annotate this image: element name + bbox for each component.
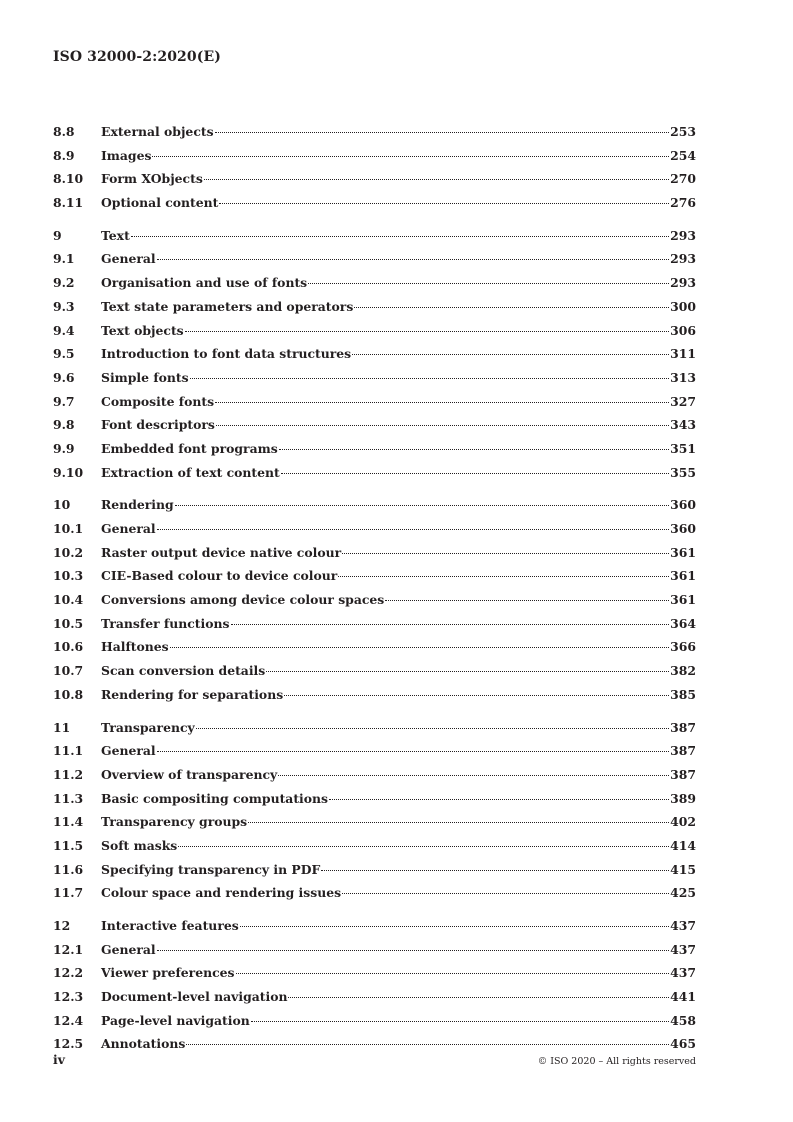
toc-entry-number: 11.4	[53, 814, 84, 830]
dot-leader	[157, 950, 670, 951]
toc-entry-number: 10.1	[53, 521, 84, 536]
toc-entry[interactable]	[53, 390, 696, 414]
toc-entry-title[interactable]: Annotations	[101, 1036, 186, 1052]
toc-entry-number: 9.6	[53, 369, 75, 385]
toc-entry-title[interactable]: Organisation and use of fonts	[101, 275, 308, 291]
toc-entry[interactable]	[53, 224, 696, 248]
toc-entry-number: 9.9	[53, 440, 75, 456]
dot-leader	[186, 1044, 669, 1045]
toc-entry-number: 10.3	[53, 568, 84, 584]
dot-leader	[279, 449, 669, 450]
toc-entry[interactable]	[53, 834, 696, 858]
dot-leader	[170, 647, 669, 648]
toc-entry-title[interactable]: Introduction to font data structures	[101, 346, 352, 362]
toc-entry-page: 441	[670, 989, 696, 1005]
dot-leader	[248, 822, 669, 823]
toc-entry[interactable]	[53, 683, 696, 707]
toc-entry-number: 12.5	[53, 1036, 84, 1052]
toc-entry-page: 382	[670, 663, 696, 679]
toc-entry-title[interactable]: Images	[101, 147, 152, 163]
toc-entry-number: 11.6	[53, 861, 84, 877]
toc-entry-number: 8.10	[53, 171, 84, 187]
dot-leader	[157, 259, 670, 260]
toc-entry[interactable]	[53, 413, 696, 437]
toc-entry-number: 9.7	[53, 393, 75, 409]
toc-entry-number: 11.5	[53, 837, 84, 853]
dot-leader	[251, 1021, 669, 1022]
toc-entry-number: 10.8	[53, 686, 84, 702]
dot-leader	[204, 179, 669, 180]
toc-entry-number: 8.9	[53, 147, 75, 163]
dot-leader	[266, 671, 669, 672]
toc-entry-title[interactable]: General	[101, 521, 156, 536]
toc-entry-title[interactable]: Composite fonts	[101, 393, 215, 409]
dot-leader	[236, 973, 670, 974]
dot-leader	[338, 576, 669, 577]
toc-entry-page: 361	[670, 568, 696, 584]
toc-entry-title[interactable]: Embedded font programs	[101, 440, 278, 456]
toc-entry-title[interactable]: Rendering	[101, 497, 174, 513]
dot-leader	[157, 529, 670, 530]
toc-entry-number: 12.2	[53, 965, 84, 981]
toc-entry[interactable]	[53, 541, 696, 565]
dot-leader	[178, 846, 669, 847]
toc-entry-number: 9.5	[53, 346, 75, 362]
dot-leader	[329, 799, 669, 800]
toc-entry-page: 437	[670, 941, 696, 957]
toc-entry-number: 10.5	[53, 615, 84, 631]
toc-entry-page: 361	[670, 592, 696, 608]
toc-entry-page: 389	[670, 790, 696, 806]
toc-entry-title[interactable]: Viewer preferences	[101, 965, 235, 981]
dot-leader	[354, 307, 669, 308]
toc-entry-page: 387	[670, 766, 696, 782]
toc-section-group	[53, 914, 696, 1056]
dot-leader	[385, 600, 669, 601]
toc-entry-number: 9.10	[53, 464, 84, 480]
toc-entry[interactable]	[53, 763, 696, 787]
dot-leader	[190, 378, 669, 379]
toc-entry-number: 11	[53, 719, 71, 735]
toc-entry-page: 387	[670, 743, 696, 759]
toc-entry-page: 293	[670, 227, 696, 243]
toc-entry-page: 458	[670, 1012, 696, 1028]
toc-entry[interactable]	[53, 858, 696, 882]
toc-entry-title[interactable]: Interactive features	[101, 918, 239, 933]
toc-entry-page: 311	[670, 346, 696, 362]
toc-entry-page: 437	[670, 918, 696, 933]
dot-leader	[278, 775, 669, 776]
dot-leader	[152, 156, 669, 157]
toc-entry-number: 11.3	[53, 790, 84, 806]
dot-leader	[219, 203, 669, 204]
toc-entry-page: 293	[670, 275, 696, 291]
toc-entry-title[interactable]: Font descriptors	[101, 417, 215, 433]
dot-leader	[215, 402, 669, 403]
toc-entry-title[interactable]: Basic compositing computations	[101, 790, 329, 806]
toc-entry-title[interactable]: Optional content	[101, 195, 219, 211]
toc-entry-title[interactable]: Extraction of text content	[101, 464, 280, 480]
toc-entry-page: 276	[670, 195, 696, 211]
dot-leader	[284, 695, 669, 696]
toc-entry-title[interactable]: General	[101, 251, 156, 267]
dot-leader	[240, 926, 669, 927]
toc-entry[interactable]	[53, 612, 696, 636]
toc-section-group	[53, 120, 696, 215]
toc-entry-page: 351	[670, 440, 696, 456]
toc-entry[interactable]	[53, 342, 696, 366]
toc-section-group	[53, 716, 696, 906]
toc-entry-title[interactable]: Transfer functions	[101, 615, 230, 631]
toc-entry-number: 12.1	[53, 941, 84, 957]
dot-leader	[216, 425, 669, 426]
toc-entry-number: 12.4	[53, 1012, 84, 1028]
dot-leader	[308, 283, 669, 284]
toc-entry-number: 8.8	[53, 124, 75, 139]
toc-entry-title[interactable]: Text state parameters and operators	[101, 298, 354, 314]
toc-entry[interactable]	[53, 167, 696, 191]
toc-entry-title[interactable]: Raster output device native colour	[101, 544, 342, 560]
dot-leader	[196, 728, 669, 729]
dot-leader	[131, 236, 669, 237]
toc-entry-title[interactable]: Simple fonts	[101, 369, 189, 385]
toc-entry-title[interactable]: Document-level navigation	[101, 989, 288, 1005]
toc-entry-number: 9.4	[53, 322, 75, 338]
dot-leader	[215, 132, 670, 133]
dot-leader	[175, 505, 669, 506]
toc-entry[interactable]	[53, 739, 696, 763]
toc-entry[interactable]	[53, 120, 696, 144]
toc-entry[interactable]	[53, 191, 696, 215]
toc-entry-number: 10.6	[53, 639, 84, 655]
toc-entry-number: 9.2	[53, 275, 75, 291]
dot-leader	[288, 997, 669, 998]
toc-entry-page: 306	[670, 322, 696, 338]
toc-entry[interactable]	[53, 716, 696, 740]
toc-entry-page: 364	[670, 615, 696, 631]
toc-entry[interactable]	[53, 961, 696, 985]
toc-entry-page: 366	[670, 639, 696, 655]
dot-leader	[342, 553, 669, 554]
toc-entry-title[interactable]: General	[101, 941, 156, 957]
document-header: ISO 32000-2:2020(E)	[53, 49, 221, 65]
toc-entry-title[interactable]: Form XObjects	[101, 171, 203, 187]
toc-entry[interactable]	[53, 271, 696, 295]
toc-entry-page: 402	[670, 814, 696, 830]
toc-entry-title[interactable]: External objects	[101, 124, 214, 139]
toc-section-group	[53, 493, 696, 706]
toc-entry[interactable]	[53, 144, 696, 168]
toc-entry-page: 300	[670, 298, 696, 314]
toc-entry[interactable]	[53, 247, 696, 271]
toc-entry[interactable]	[53, 564, 696, 588]
footer-copyright: © ISO 2020 – All rights reserved	[537, 1056, 696, 1067]
dot-leader	[352, 354, 669, 355]
toc-entry[interactable]	[53, 461, 696, 485]
toc-entry[interactable]	[53, 295, 696, 319]
toc-entry[interactable]	[53, 914, 696, 938]
toc-entry-page: 465	[670, 1036, 696, 1052]
toc-entry[interactable]	[53, 319, 696, 343]
toc-entry-page: 270	[670, 171, 696, 187]
toc-entry-title[interactable]: Specifying transparency in PDF	[101, 861, 321, 877]
toc-entry-title[interactable]: Transparency	[101, 719, 195, 735]
toc-section-group	[53, 224, 696, 485]
dot-leader	[281, 473, 669, 474]
toc-entry-page: 437	[670, 965, 696, 981]
toc-entry-page: 327	[670, 393, 696, 409]
toc-entry-title[interactable]: Soft masks	[101, 837, 178, 853]
toc-entry-number: 10.4	[53, 592, 84, 608]
toc-entry-title[interactable]: Rendering for separations	[101, 686, 284, 702]
toc-entry-page: 385	[670, 686, 696, 702]
toc-entry-title[interactable]: Scan conversion details	[101, 663, 266, 679]
table-of-contents	[53, 120, 696, 1065]
toc-entry-number: 12	[53, 918, 71, 933]
toc-entry-page: 313	[670, 369, 696, 385]
toc-entry-page: 387	[670, 719, 696, 735]
toc-entry-number: 8.11	[53, 195, 84, 211]
toc-entry-page: 425	[670, 885, 696, 901]
toc-entry-number: 12.3	[53, 989, 84, 1005]
toc-entry-number: 9.1	[53, 251, 75, 267]
toc-entry-title[interactable]: Text	[101, 227, 130, 243]
toc-entry-title[interactable]: Conversions among device colour spaces	[101, 592, 385, 608]
toc-entry[interactable]	[53, 635, 696, 659]
toc-entry-page: 355	[670, 464, 696, 480]
toc-entry-title[interactable]: General	[101, 743, 156, 759]
toc-entry-title[interactable]: Overview of transparency	[101, 766, 278, 782]
dot-leader	[321, 870, 669, 871]
toc-entry-title[interactable]: Page-level navigation	[101, 1012, 250, 1028]
toc-entry-title[interactable]: CIE-Based colour to device colour	[101, 568, 338, 584]
toc-entry-title[interactable]: Transparency groups	[101, 814, 248, 830]
toc-entry-number: 10	[53, 497, 71, 513]
toc-entry[interactable]	[53, 659, 696, 683]
toc-entry-number: 9.8	[53, 417, 75, 433]
toc-entry-title[interactable]: Text objects	[101, 322, 184, 338]
toc-entry[interactable]	[53, 810, 696, 834]
toc-entry[interactable]	[53, 517, 696, 541]
toc-entry[interactable]	[53, 1009, 696, 1033]
toc-entry[interactable]	[53, 881, 696, 905]
toc-entry[interactable]	[53, 787, 696, 811]
toc-entry[interactable]	[53, 938, 696, 962]
toc-entry-number: 9	[53, 227, 62, 243]
toc-entry[interactable]	[53, 366, 696, 390]
dot-leader	[342, 893, 669, 894]
dot-leader	[231, 624, 670, 625]
toc-entry-number: 10.7	[53, 663, 84, 679]
toc-entry[interactable]	[53, 588, 696, 612]
footer-page-number: iv	[53, 1052, 65, 1067]
toc-entry-page: 414	[670, 837, 696, 853]
toc-entry-number: 9.3	[53, 298, 75, 314]
toc-entry-title[interactable]: Halftones	[101, 639, 169, 655]
toc-entry-number: 10.2	[53, 544, 84, 560]
toc-entry-title[interactable]: Colour space and rendering issues	[101, 885, 342, 901]
toc-entry-number: 11.7	[53, 885, 84, 901]
dot-leader	[157, 751, 670, 752]
toc-entry-page: 360	[670, 497, 696, 513]
toc-entry-page: 253	[670, 124, 696, 139]
toc-entry[interactable]	[53, 985, 696, 1009]
toc-entry-page: 254	[670, 147, 696, 163]
page-footer	[53, 1052, 696, 1067]
toc-entry-number: 11.1	[53, 743, 84, 759]
dot-leader	[185, 331, 669, 332]
toc-entry-page: 293	[670, 251, 696, 267]
toc-entry-page: 343	[670, 417, 696, 433]
toc-entry-number: 11.2	[53, 766, 84, 782]
toc-entry-page: 360	[670, 521, 696, 536]
toc-entry-page: 361	[670, 544, 696, 560]
toc-entry-page: 415	[670, 861, 696, 877]
toc-entry[interactable]	[53, 437, 696, 461]
toc-entry[interactable]	[53, 493, 696, 517]
